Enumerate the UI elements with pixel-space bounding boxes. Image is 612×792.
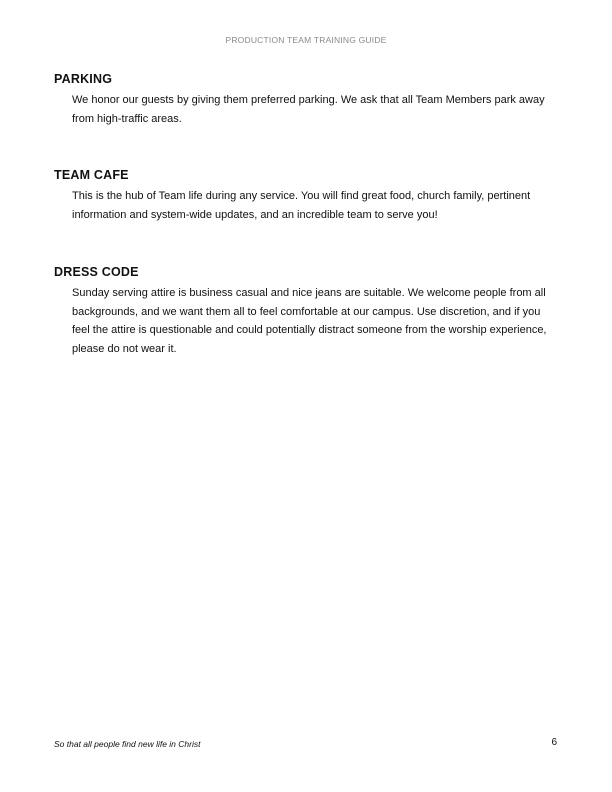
parking-body: We honor our guests by giving them preferred parking. We ask that all Team Members park away from high-traffic areas. <box>72 94 545 125</box>
dress-code-heading: DRESS CODE <box>54 265 139 279</box>
team-cafe-body: This is the hub of Team life during any service. You will find great food, church family, pertinent information and system-wide updates, and an incredible team to serve you! <box>72 190 531 221</box>
parking-section <box>54 71 554 128</box>
page-number: 6 <box>551 737 557 748</box>
team-cafe-section <box>54 167 554 224</box>
footer-tagline: So that all people find new life in Christ <box>54 739 201 749</box>
team-cafe-heading: TEAM CAFE <box>54 168 129 182</box>
dress-code-body: Sunday serving attire is business casual and nice jeans are suitable. We welcome people from all backgrounds, and we want them all to feel comfortable at our campus. Use discretion, and if you feel the attire is questionable and could potentially distract someone from the worship experience, please do not wear it. <box>72 287 547 355</box>
parking-heading: PARKING <box>54 72 113 86</box>
dress-code-section <box>54 264 554 358</box>
running-header: PRODUCTION TEAM TRAINING GUIDE <box>225 35 387 45</box>
